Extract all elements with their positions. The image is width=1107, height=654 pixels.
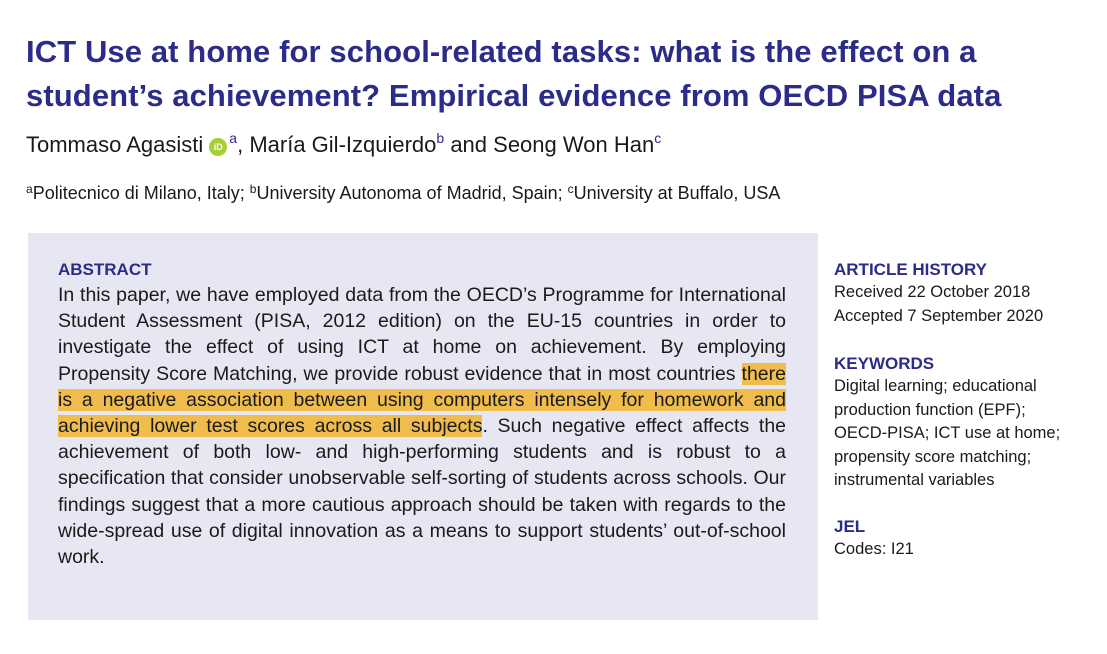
keyword-line: production function (EPF); <box>834 400 1026 419</box>
affiliation-mark: c <box>567 182 574 196</box>
abstract-text: In this paper, we have employed data from the OECD’s Programme for International Student Assessment (PISA, 2012 edition) on the EU-15 countries in order to investigate the effect of using ICT at home on achievement. By employing Propensity Score Matching, we provide robust evidence that in most countries there is a negative association between using computers intensely for homework and achieving lower test scores across all subjects. Such negative effect affects the achievement of both low- and high-performing students and is robust to a specification that consider unobservable self-sorting of students across schools. Our findings suggest that a more cautious approach should be taken with regards to the wide-spread use of digital innovation as a means to support students’ out-of-school work. <box>58 284 787 569</box>
affiliation-text: University at Buffalo, USA <box>573 183 781 203</box>
author-name[interactable]: Tommaso Agasisti <box>26 132 204 157</box>
jel-heading: JEL <box>834 517 866 536</box>
affiliation-mark: a <box>229 130 238 146</box>
keywords-heading: KEYWORDS <box>834 354 935 373</box>
keywords <box>834 353 1094 493</box>
author-list: Tommaso Agasisti $iD^a$, María Gil-Izquierdo$^b$ and Seong Won Han$^c$ <box>26 130 662 157</box>
affiliation-mark: b <box>436 130 445 146</box>
affiliation-list <box>26 180 780 206</box>
author-name[interactable]: María Gil-Izquierdo <box>249 132 437 157</box>
affiliation-mark: b <box>249 182 257 196</box>
orcid-icon[interactable]: iD <box>209 138 227 156</box>
affiliation-mark: a <box>26 182 33 196</box>
keyword-line: OECD-PISA; ICT use at home; <box>834 424 1061 442</box>
affiliation-mark: c <box>654 130 662 146</box>
keyword-line: instrumental variables <box>834 471 995 489</box>
jel-codes: Codes: I21 <box>834 540 914 558</box>
author-name[interactable]: Seong Won Han <box>493 132 655 157</box>
affiliation-text: Politecnico di Milano, Italy; <box>32 183 250 203</box>
received-date: Received 22 October 2018 <box>834 283 1031 301</box>
keyword-line: propensity score matching; <box>834 447 1032 466</box>
affiliation-text: University Autonoma of Madrid, Spain; <box>256 183 568 203</box>
keyword-line: Digital learning; educational <box>834 377 1037 395</box>
highlighted-passage[interactable]: there is a negative association between using computers intensely for homework and achieving lower test scores across all subjects <box>58 362 786 438</box>
article-history <box>834 259 1094 328</box>
accepted-date: Accepted 7 September 2020 <box>834 306 1044 325</box>
abstract-heading: ABSTRACT <box>58 260 152 279</box>
jel <box>834 516 1094 562</box>
article-history-heading: ARTICLE HISTORY <box>834 260 988 279</box>
paper-title: ICT Use at home for school-related tasks: what is the effect on a student’s achievement? Empirical evidence from OECD PISA data <box>26 34 1002 113</box>
